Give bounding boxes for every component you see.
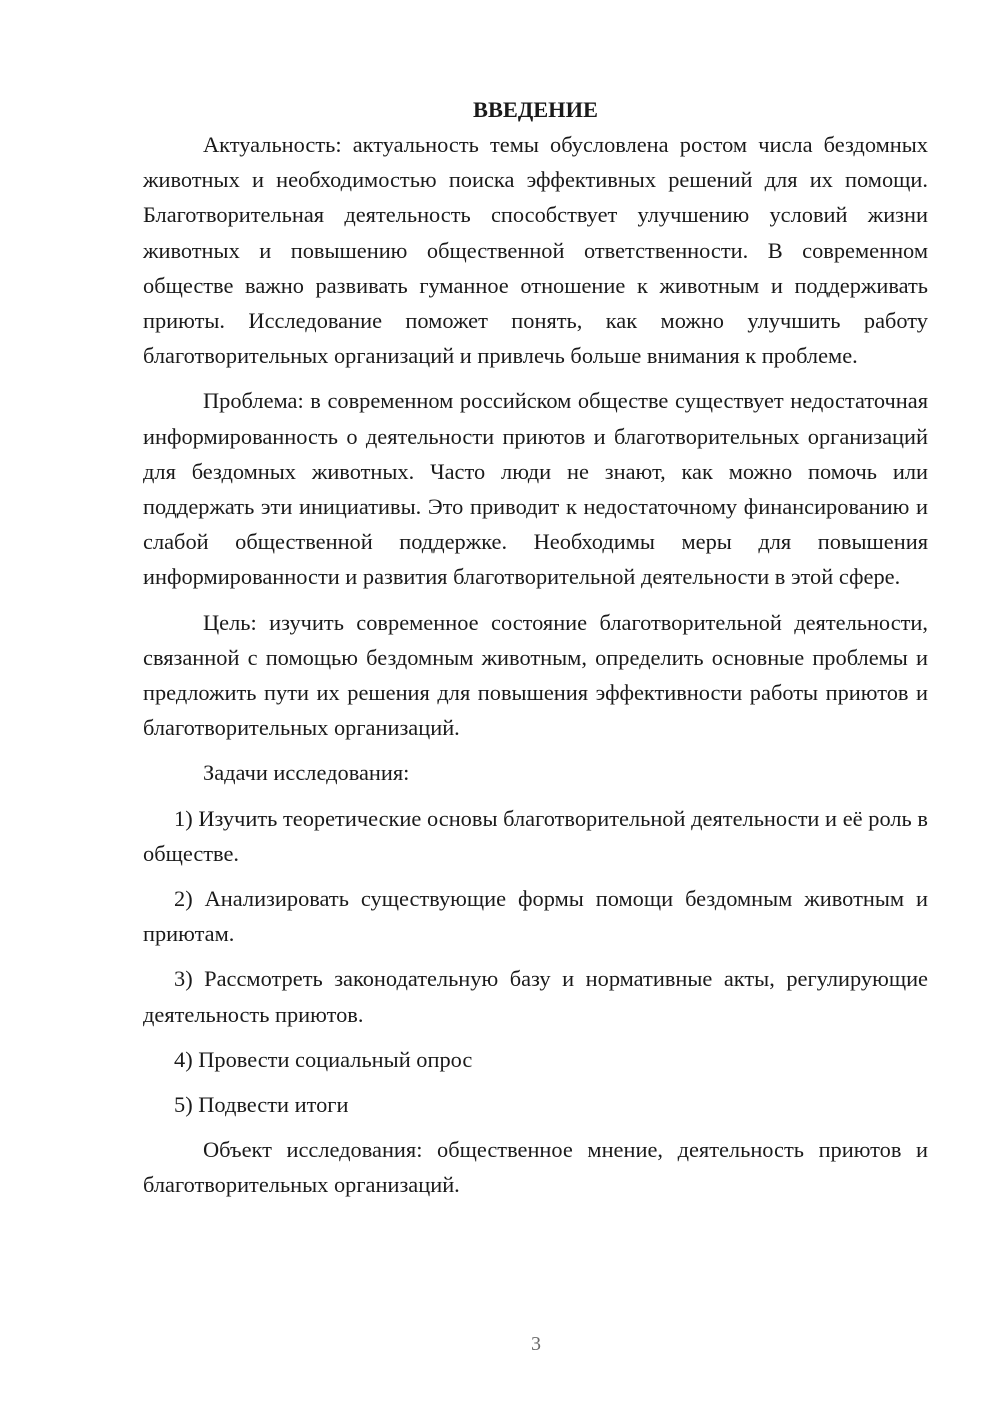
task-item: 2) Анализировать существующие формы помощи бездомным животным и приютам. [143,886,928,947]
object-paragraph: Объект исследования: общественное мнение, деятельность приютов и благотворительных организаций. [143,1137,928,1198]
task-item: 3) Рассмотреть законодательную базу и нормативные акты, регулирующие деятельность приютов. [143,966,928,1027]
task-item: 4) Провести социальный опрос [174,1046,473,1072]
tasks-heading: Задачи исследования: [203,760,410,786]
relevance-paragraph: Актуальность: актуальность темы обусловлена ростом числа бездомных животных и необходимостью поиска эффективных решений для их помощи. Благотворительная деятельность способствует улучшению условий жизни животных и повышению общественной ответственности. В современном обществе важно развивать гуманное отношение к животным и поддерживать приюты. Исследование поможет понять, как можно улучшить работу благотворительных организаций и привлечь больше внимания к проблеме. [143,132,928,369]
goal-paragraph: Цель: изучить современное состояние благотворительной деятельности, связанной с помощью бездомным животным, определить основные проблемы и предложить пути их решения для повышения эффективности работы приютов и благотворительных организаций. [143,609,928,741]
page-content [143,92,928,1213]
problem-paragraph: Проблема: в современном российском обществе существует недостаточная информированность о деятельности приютов и благотворительных организаций для бездомных животных. Часто люди не знают, как можно помочь или поддержать эти инициативы. Это приводит к недостаточному финансированию и слабой общественной поддержке. Необходимы меры для повышения информированности и развития благотворительной деятельности в этой сфере. [143,388,928,590]
task-item: 5) Подвести итоги [174,1092,349,1118]
section-heading: ВВЕДЕНИЕ [473,97,598,122]
task-item: 1) Изучить теоретические основы благотворительной деятельности и её роль в обществе. [143,805,928,866]
page-number: 3 [531,1333,541,1355]
